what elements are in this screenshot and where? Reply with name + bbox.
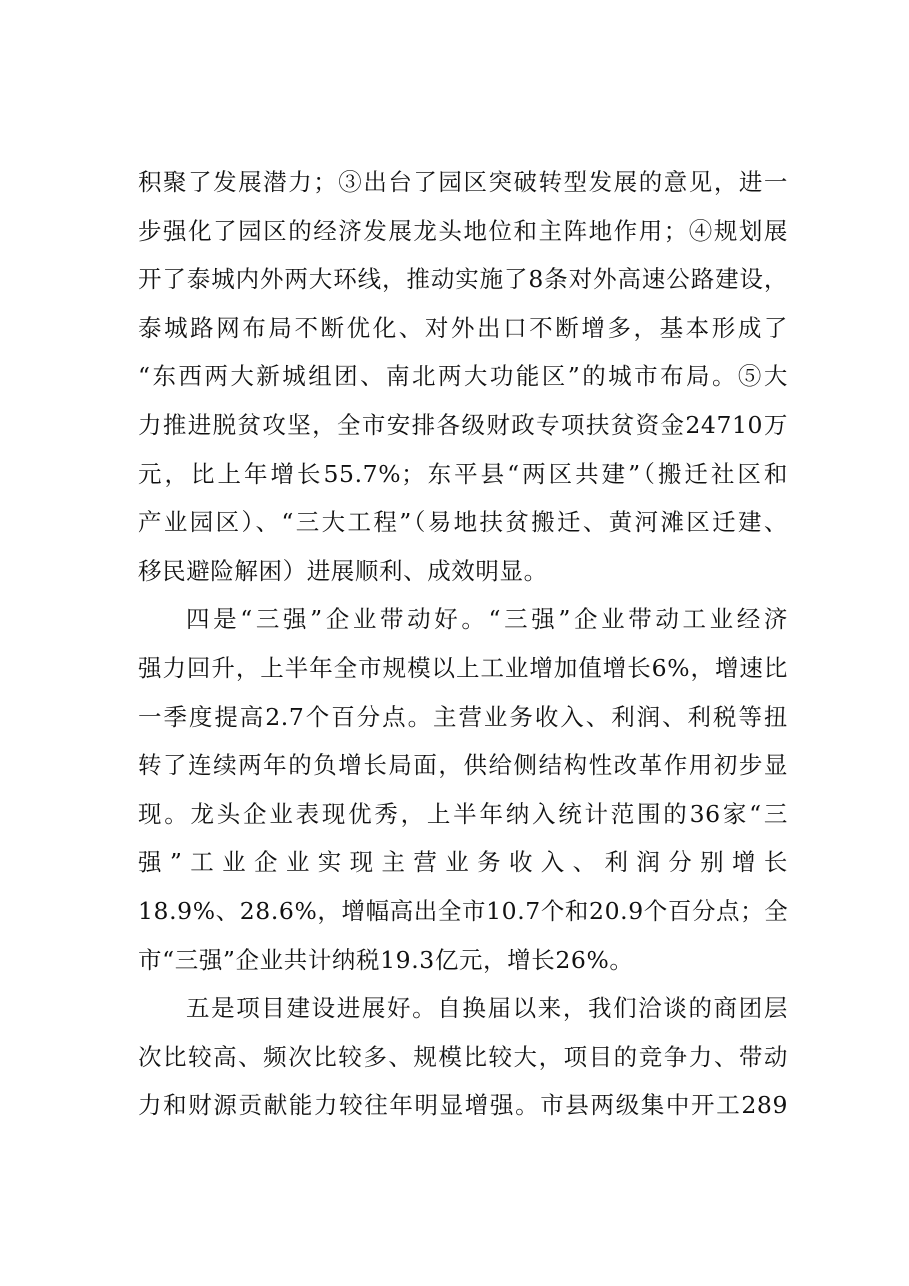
text-line: 开了泰城内外两大环线，推动实施了8条对外高速公路建设， (138, 265, 788, 294)
text-line: 一季度提高2.7个百分点。主营业务收入、利润、利税等扭 (138, 702, 788, 731)
paragraph-start-line: 五是项目建设进展好。自换届以来，我们洽谈的商团层 (186, 994, 788, 1023)
text-line: 18.9%、28.6%，增幅高出全市10.7个和20.9个百分点；全 (138, 896, 789, 925)
text-line: 市“三强”企业共计纳税19.3亿元，增长26%。 (138, 945, 634, 974)
text-line: 力和财源贡献能力较往年明显增强。市县两级集中开工289 (138, 1091, 788, 1120)
text-line: 移民避险解困）进展顺利、成效明显。 (138, 556, 548, 585)
text-line: 产业园区）、“三大工程”（易地扶贫搬迁、黄河滩区迁建、 (138, 508, 788, 537)
text-line: “东西两大新城组团、南北两大功能区”的城市布局。⑤大 (138, 362, 788, 391)
text-line: 转了连续两年的负增长局面，供给侧结构性改革作用初步显 (138, 751, 788, 780)
text-line: 强”工业企业实现主营业务收入、利润分别增长 (138, 848, 788, 877)
text-line: 次比较高、频次比较多、规模比较大，项目的竞争力、带动 (138, 1042, 788, 1071)
body-text (138, 158, 788, 1130)
text-line: 泰城路网布局不断优化、对外出口不断增多，基本形成了 (138, 313, 788, 342)
text-line: 元，比上年增长55.7%；东平县“两区共建”（搬迁社区和 (138, 459, 788, 488)
paragraph-start-line: 四是“三强”企业带动好。“三强”企业带动工业经济 (186, 605, 788, 634)
text-line: 现。龙头企业表现优秀，上半年纳入统计范围的36家“三 (138, 799, 788, 828)
text-line: 积聚了发展潜力；③出台了园区突破转型发展的意见，进一 (138, 168, 788, 196)
text-line: 力推进脱贫攻坚，全市安排各级财政专项扶贫资金24710万 (138, 410, 788, 439)
text-line: 强力回升，上半年全市规模以上工业增加值增长6%，增速比 (138, 653, 788, 682)
text-line: 步强化了园区的经济发展龙头地位和主阵地作用；④规划展 (138, 216, 788, 245)
